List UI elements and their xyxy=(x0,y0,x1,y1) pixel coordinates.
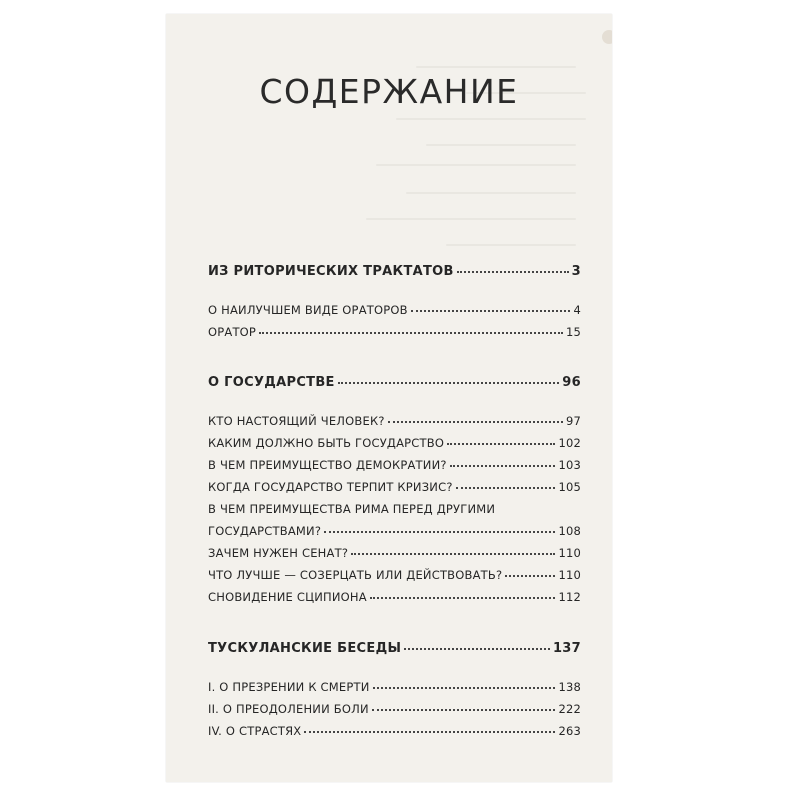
dot-leader xyxy=(324,529,555,533)
toc-page-number: 110 xyxy=(558,568,581,582)
toc-entry-title: В ЧЕМ ПРЕИМУЩЕСТВО ДЕМОКРАТИИ? xyxy=(208,458,447,472)
toc-page-number: 103 xyxy=(558,458,581,472)
toc-page-number: 222 xyxy=(558,702,581,716)
toc-page-number: 3 xyxy=(571,264,581,279)
toc-page-number: 108 xyxy=(558,524,581,538)
toc-page-number: 96 xyxy=(562,375,581,390)
dot-leader xyxy=(372,707,556,711)
dot-leader xyxy=(370,595,556,599)
toc-entry-title: ГОСУДАРСТВАМИ? xyxy=(208,524,322,538)
toc-entry-title: О ГОСУДАРСТВЕ xyxy=(208,375,335,390)
toc-entry-title: II. О ПРЕОДОЛЕНИИ БОЛИ xyxy=(208,702,369,716)
toc-entry[interactable] xyxy=(208,545,581,561)
dot-leader xyxy=(304,729,555,733)
dot-leader xyxy=(450,463,556,467)
toc-page-number: 102 xyxy=(558,436,581,450)
toc-entry[interactable] xyxy=(208,567,581,583)
toc-page-number: 110 xyxy=(558,546,581,560)
toc-entry-title: КОГДА ГОСУДАРСТВО ТЕРПИТ КРИЗИС? xyxy=(208,480,453,494)
dot-leader xyxy=(456,485,556,489)
dot-leader xyxy=(388,419,563,423)
toc-entry[interactable] xyxy=(208,723,581,739)
dot-leader xyxy=(404,646,550,650)
toc-entry[interactable] xyxy=(208,435,581,451)
toc-entry-title: КАКИМ ДОЛЖНО БЫТЬ ГОСУДАРСТВО xyxy=(208,436,445,450)
toc-section[interactable] xyxy=(208,641,581,657)
toc-page-number: 4 xyxy=(573,303,581,317)
toc-entry-title: КТО НАСТОЯЩИЙ ЧЕЛОВЕК? xyxy=(208,414,385,428)
page-title: СОДЕРЖАНИЕ xyxy=(259,72,519,112)
dot-leader xyxy=(351,551,555,555)
toc-entry-title: ОРАТОР xyxy=(208,325,257,339)
toc-entry[interactable] xyxy=(208,679,581,695)
toc-entry-title: ЧТО ЛУЧШЕ — СОЗЕРЦАТЬ ИЛИ ДЕЙСТВОВАТЬ? xyxy=(208,568,503,582)
toc-page-number: 15 xyxy=(565,325,581,339)
book-page xyxy=(166,14,612,782)
toc-entry-title: О НАИЛУЧШЕМ ВИДЕ ОРАТОРОВ xyxy=(208,303,408,317)
toc-section[interactable] xyxy=(208,264,581,280)
toc-page-number: 137 xyxy=(552,641,581,656)
toc-entry[interactable] xyxy=(208,302,581,318)
dot-leader xyxy=(259,330,563,334)
page-corner-mark xyxy=(602,30,612,44)
toc-entry-continuation[interactable] xyxy=(208,523,581,539)
toc-entry-title: СНОВИДЕНИЕ СЦИПИОНА xyxy=(208,590,367,604)
toc-entry[interactable] xyxy=(208,457,581,473)
toc-entry[interactable] xyxy=(208,501,581,517)
toc-page-number: 138 xyxy=(558,680,581,694)
toc-page-number: 112 xyxy=(558,590,581,604)
toc-entry-title: ЗАЧЕМ НУЖЕН СЕНАТ? xyxy=(208,546,349,560)
toc-section[interactable] xyxy=(208,375,581,391)
toc-entry-title: I. О ПРЕЗРЕНИИ К СМЕРТИ xyxy=(208,680,370,694)
toc-page-number: 105 xyxy=(558,480,581,494)
toc-entry[interactable] xyxy=(208,413,581,429)
toc-entry[interactable] xyxy=(208,589,581,605)
toc-entry-title: ТУСКУЛАНСКИЕ БЕСЕДЫ xyxy=(208,641,402,656)
toc-entry-title: В ЧЕМ ПРЕИМУЩЕСТВА РИМА ПЕРЕД ДРУГИМИ xyxy=(208,502,496,516)
dot-leader xyxy=(373,685,556,689)
toc-entry[interactable] xyxy=(208,479,581,495)
toc-page-number: 263 xyxy=(558,724,581,738)
dot-leader xyxy=(411,308,571,312)
toc-entry[interactable] xyxy=(208,701,581,717)
dot-leader xyxy=(505,573,555,577)
toc-entry[interactable] xyxy=(208,324,581,340)
dot-leader xyxy=(447,441,555,445)
dot-leader xyxy=(338,380,560,384)
dot-leader xyxy=(457,269,569,273)
toc-entry-title: IV. О СТРАСТЯХ xyxy=(208,724,302,738)
toc-page-number: 97 xyxy=(565,414,581,428)
toc-entry-title: ИЗ РИТОРИЧЕСКИХ ТРАКТАТОВ xyxy=(208,264,454,279)
